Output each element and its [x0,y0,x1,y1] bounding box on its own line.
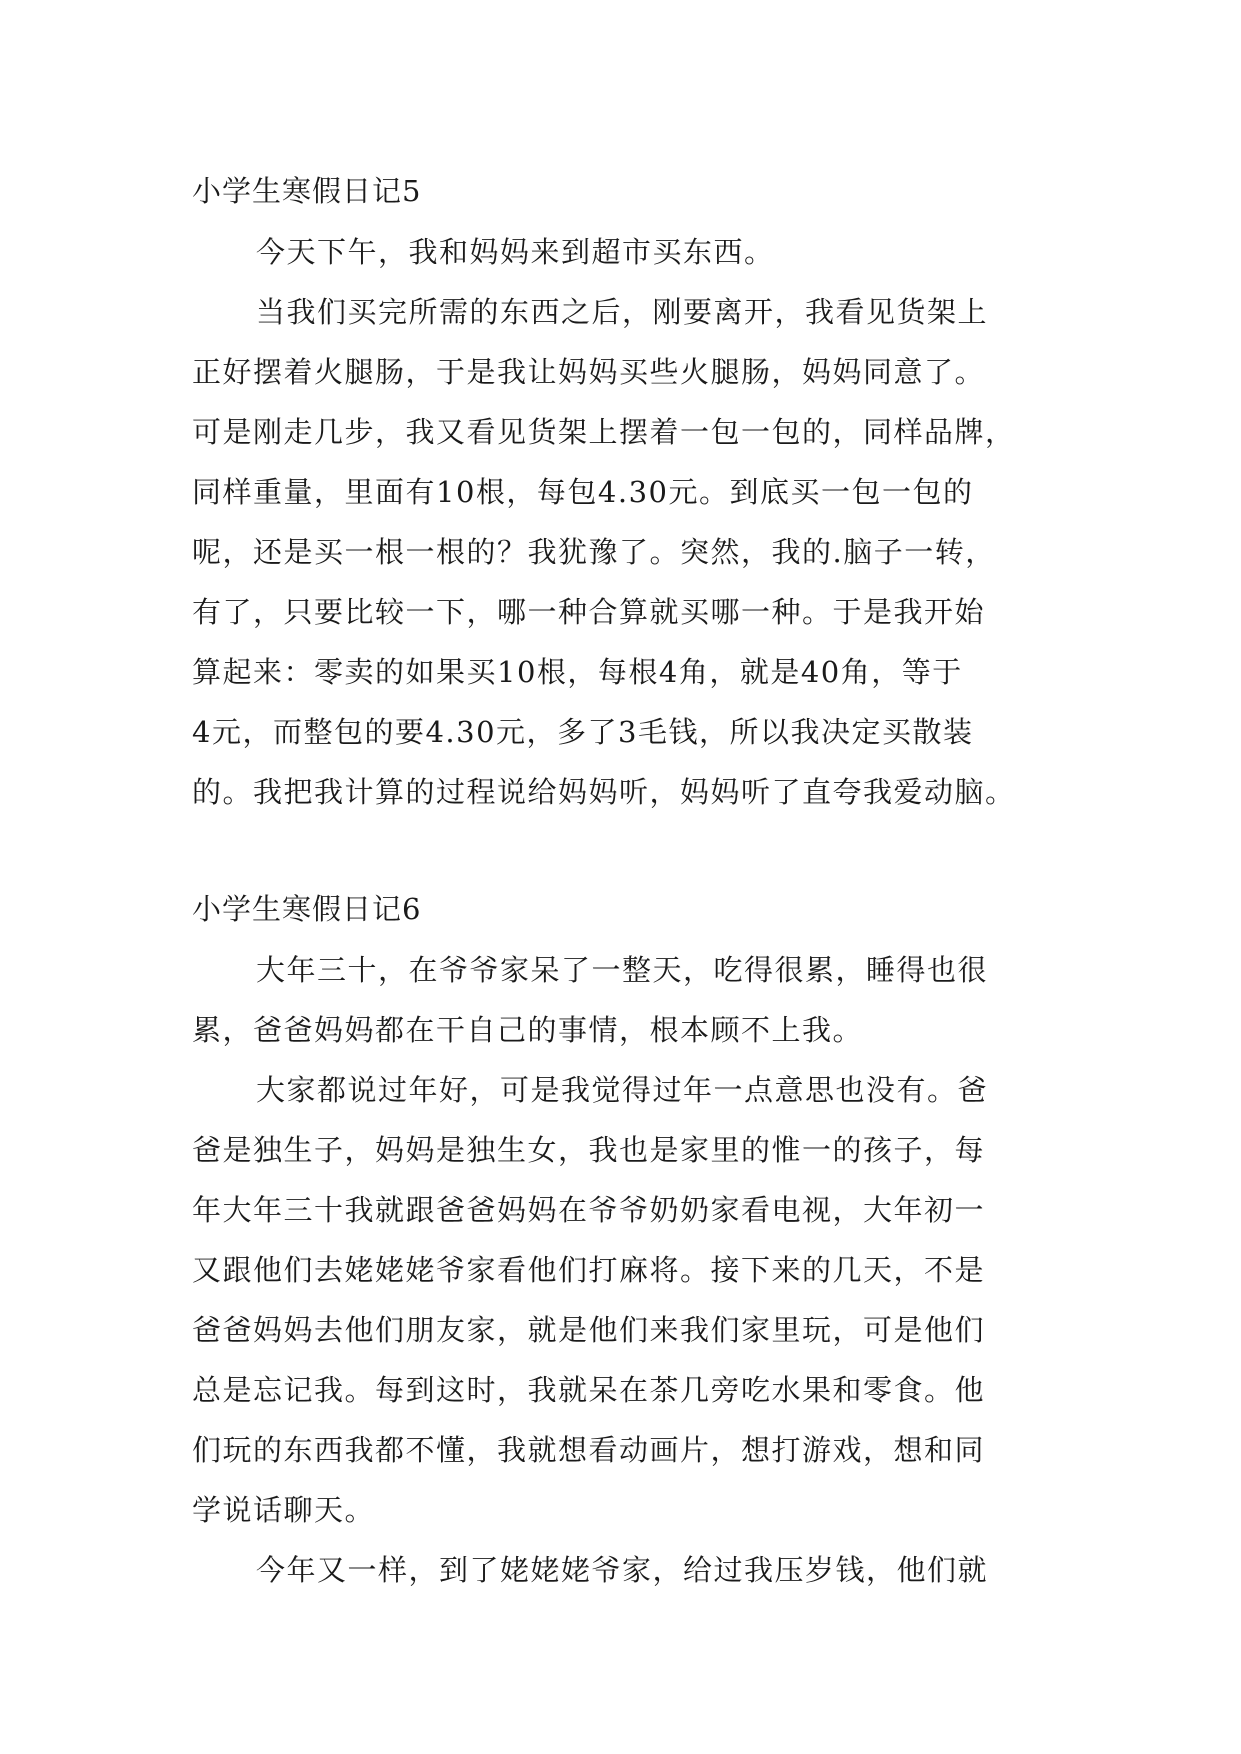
paragraph-line: 累，爸爸妈妈都在干自己的事情，根本顾不上我。 [192,1013,864,1047]
paragraph-line: 年大年三十我就跟爸爸妈妈在爷爷奶奶家看电视，大年初一 [192,1193,986,1227]
paragraph-line: 正好摆着火腿肠，于是我让妈妈买些火腿肠，妈妈同意了。 [192,355,986,389]
paragraph-line: 的。我把我计算的过程说给妈妈听，妈妈听了直夸我爱动脑。 [192,775,1016,809]
paragraph-line: 当我们买完所需的东西之后，刚要离开，我看见货架上 [256,295,989,329]
paragraph-line: 大家都说过年好，可是我觉得过年一点意思也没有。爸 [256,1073,989,1107]
paragraph-line: 总是忘记我。每到这时，我就呆在茶几旁吃水果和零食。他 [192,1373,986,1407]
paragraph-line: 可是刚走几步，我又看见货架上摆着一包一包的，同样品牌， [192,415,1016,449]
paragraph-line: 算起来：零卖的如果买10根，每根4角，就是40角，等于 [192,655,963,689]
paragraph-line: 同样重量，里面有10根，每包4.30元。到底买一包一包的 [192,475,974,509]
section-spacer [192,822,1072,878]
document-body [192,160,1072,1600]
paragraph-line: 大年三十，在爷爷家呆了一整天，吃得很累，睡得也很 [256,953,989,987]
paragraph-line: 今天下午，我和妈妈来到超市买东西。 [256,235,775,269]
diary-section-6 [192,878,1072,1600]
paragraph-line: 们玩的东西我都不懂，我就想看动画片，想打游戏，想和同 [192,1433,986,1467]
section-title: 小学生寒假日记6 [192,892,422,926]
paragraph-line: 爸爸妈妈去他们朋友家，就是他们来我们家里玩，可是他们 [192,1313,986,1347]
paragraph-line: 学说话聊天。 [192,1493,376,1527]
diary-section-5 [192,160,1072,822]
paragraph-line: 有了，只要比较一下，哪一种合算就买哪一种。于是我开始 [192,595,986,629]
paragraph-line: 今年又一样，到了姥姥姥爷家，给过我压岁钱，他们就 [256,1553,989,1587]
paragraph-line: 爸是独生子，妈妈是独生女，我也是家里的惟一的孩子，每 [192,1133,986,1167]
section-title: 小学生寒假日记5 [192,174,422,208]
paragraph-line: 呢，还是买一根一根的？我犹豫了。突然，我的.脑子一转， [192,535,996,569]
paragraph-line: 又跟他们去姥姥姥爷家看他们打麻将。接下来的几天，不是 [192,1253,986,1287]
paragraph-line: 4元，而整包的要4.30元，多了3毛钱，所以我决定买散装 [192,715,974,749]
